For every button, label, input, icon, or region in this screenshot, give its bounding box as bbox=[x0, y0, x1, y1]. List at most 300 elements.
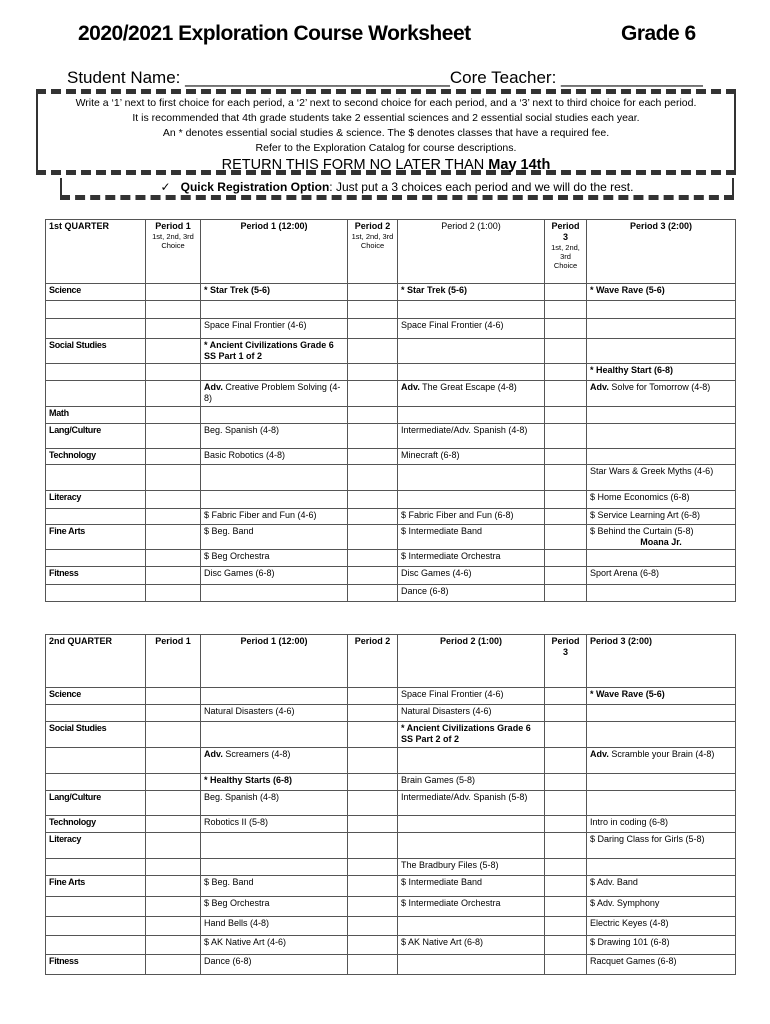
period-3-choice-box[interactable] bbox=[545, 407, 587, 424]
period-2-course bbox=[398, 301, 545, 319]
period-2-course bbox=[398, 816, 545, 833]
period-3-choice-box[interactable] bbox=[545, 491, 587, 509]
subject-label bbox=[46, 381, 146, 407]
period-1-choice-box[interactable] bbox=[146, 833, 201, 859]
period-1-course-text: Beg. Spanish (4-8) bbox=[204, 425, 280, 435]
period-1-course bbox=[201, 955, 348, 975]
table-row bbox=[46, 525, 736, 550]
q2-period-2-header: Period 2 (1:00) bbox=[398, 635, 545, 688]
period-1-choice-box[interactable] bbox=[146, 449, 201, 465]
period-2-course bbox=[398, 449, 545, 465]
period-2-course-text: Dance (6-8) bbox=[401, 586, 449, 596]
period-1-course bbox=[201, 917, 348, 936]
table-row bbox=[46, 491, 736, 509]
period-2-choice-box[interactable] bbox=[348, 449, 398, 465]
period-3-course bbox=[587, 465, 736, 491]
subject-label bbox=[46, 897, 146, 917]
period-1-choice-box[interactable] bbox=[146, 491, 201, 509]
moana-jr-label: Moana Jr. bbox=[640, 537, 682, 547]
subject-label-text: Technology bbox=[49, 450, 96, 460]
period-2-choice-box[interactable] bbox=[348, 791, 398, 816]
subject-label bbox=[46, 955, 146, 975]
period-1-course bbox=[201, 816, 348, 833]
period-1-course-text: Space Final Frontier (4-6) bbox=[204, 320, 307, 330]
period-1-course-text: $ Beg. Band bbox=[204, 877, 254, 887]
period-1-choice-box[interactable] bbox=[146, 722, 201, 748]
subject-label bbox=[46, 833, 146, 859]
period-3-course-text: $ Home Economics (6-8) bbox=[590, 492, 690, 502]
period-2-choice-box[interactable] bbox=[348, 876, 398, 897]
period-3-choice-box[interactable] bbox=[545, 319, 587, 339]
period-2-choice-box[interactable] bbox=[348, 705, 398, 722]
period-1-course-text: Beg. Spanish (4-8) bbox=[204, 792, 280, 802]
table-row bbox=[46, 509, 736, 525]
period-3-choice-box[interactable] bbox=[545, 876, 587, 897]
period-2-choice-box[interactable] bbox=[348, 917, 398, 936]
period-2-choice-box[interactable] bbox=[348, 509, 398, 525]
period-3-choice-box[interactable] bbox=[545, 525, 587, 550]
period-3-course-text: $ Drawing 101 (6-8) bbox=[590, 937, 670, 947]
period-1-choice-box[interactable] bbox=[146, 936, 201, 955]
period-2-choice-box[interactable] bbox=[348, 301, 398, 319]
period-2-course-text: $ Fabric Fiber and Fun (6-8) bbox=[401, 510, 514, 520]
instruction-line-1: Write a ‘1’ next to first choice for each period, a ‘2’ next to second choice for each period, and a ‘3’ next to third choice for each period. bbox=[75, 97, 697, 109]
period-3-choice-box[interactable] bbox=[545, 897, 587, 917]
quarter-2-label: 2nd QUARTER bbox=[46, 635, 146, 688]
period-2-choice-box[interactable] bbox=[348, 550, 398, 567]
period-3-course bbox=[587, 688, 736, 705]
table-row bbox=[46, 688, 736, 705]
quarter-1-table bbox=[45, 219, 736, 602]
period-1-course-text: Disc Games (6-8) bbox=[204, 568, 275, 578]
period-2-choice-box[interactable] bbox=[348, 424, 398, 449]
table-row bbox=[46, 833, 736, 859]
subject-label-text: Literacy bbox=[49, 834, 82, 844]
period-3-course-text: * Wave Rave (5-6) bbox=[590, 689, 665, 699]
period-3-choice-box[interactable] bbox=[545, 705, 587, 722]
period-1-course-text: Adv. Creative Problem Solving (4-8) bbox=[204, 382, 341, 403]
period-3-choice-box[interactable] bbox=[545, 722, 587, 748]
period-2-course bbox=[398, 955, 545, 975]
period-3-course-text: * Wave Rave (5-6) bbox=[590, 285, 665, 295]
period-2-course bbox=[398, 688, 545, 705]
table-row bbox=[46, 339, 736, 364]
period-2-course bbox=[398, 585, 545, 602]
period-1-choice-box[interactable] bbox=[146, 897, 201, 917]
period-1-course-text: * Healthy Starts (6-8) bbox=[204, 775, 293, 785]
period-1-choice-box[interactable] bbox=[146, 955, 201, 975]
period-2-choice-box[interactable] bbox=[348, 491, 398, 509]
period-3-course bbox=[587, 917, 736, 936]
period-2-choice-box[interactable] bbox=[348, 816, 398, 833]
quarter-2-table bbox=[45, 634, 736, 975]
subject-label bbox=[46, 748, 146, 774]
subject-label bbox=[46, 876, 146, 897]
period-1-course bbox=[201, 859, 348, 876]
subject-label bbox=[46, 936, 146, 955]
period-1-course bbox=[201, 284, 348, 301]
period-3-course-text: $ Behind the Curtain (5-8) bbox=[590, 526, 694, 536]
period-3-course bbox=[587, 722, 736, 748]
period-1-course-text: Natural Disasters (4-6) bbox=[204, 706, 295, 716]
period-1-choice-box[interactable] bbox=[146, 339, 201, 364]
period-2-course bbox=[398, 407, 545, 424]
period-1-choice-box[interactable] bbox=[146, 859, 201, 876]
period-1-course bbox=[201, 705, 348, 722]
period-1-course-text: Adv. Screamers (4-8) bbox=[204, 749, 291, 759]
period-1-choice-box[interactable] bbox=[146, 364, 201, 381]
subject-label bbox=[46, 465, 146, 491]
table-row bbox=[46, 936, 736, 955]
period-2-course bbox=[398, 525, 545, 550]
q1-period-2-header: Period 2 (1:00) bbox=[398, 220, 545, 284]
table-row bbox=[46, 955, 736, 975]
table-row bbox=[46, 722, 736, 748]
period-2-course bbox=[398, 917, 545, 936]
period-1-choice-box[interactable] bbox=[146, 748, 201, 774]
instruction-line-4: Refer to the Exploration Catalog for course descriptions. bbox=[255, 142, 517, 154]
period-1-course bbox=[201, 301, 348, 319]
period-3-choice-box[interactable] bbox=[545, 833, 587, 859]
period-1-course bbox=[201, 465, 348, 491]
period-1-course bbox=[201, 897, 348, 917]
subject-label bbox=[46, 688, 146, 705]
period-1-course-text: $ Beg. Band bbox=[204, 526, 254, 536]
period-1-course bbox=[201, 567, 348, 585]
period-2-choice-box[interactable] bbox=[348, 748, 398, 774]
period-1-course bbox=[201, 364, 348, 381]
period-2-course bbox=[398, 550, 545, 567]
period-1-course-text: * Star Trek (5-6) bbox=[204, 285, 271, 295]
period-3-choice-box[interactable] bbox=[545, 509, 587, 525]
period-1-choice-box[interactable] bbox=[146, 585, 201, 602]
period-2-course-text: * Ancient Civilizations Grade 6 SS Part 2 of 2 bbox=[401, 723, 531, 744]
table-row bbox=[46, 407, 736, 424]
period-1-course bbox=[201, 585, 348, 602]
period-3-choice-box[interactable] bbox=[545, 301, 587, 319]
period-2-course bbox=[398, 774, 545, 791]
table-row bbox=[46, 424, 736, 449]
period-2-choice-box[interactable] bbox=[348, 525, 398, 550]
period-1-course bbox=[201, 688, 348, 705]
period-3-choice-box[interactable] bbox=[545, 424, 587, 449]
subject-label bbox=[46, 509, 146, 525]
period-3-course bbox=[587, 364, 736, 381]
period-1-choice-box[interactable] bbox=[146, 301, 201, 319]
period-2-choice-box[interactable] bbox=[348, 339, 398, 364]
period-1-choice-box[interactable] bbox=[146, 525, 201, 550]
period-1-course bbox=[201, 833, 348, 859]
quick-registration-label: Quick Registration Option bbox=[180, 180, 330, 194]
period-2-course bbox=[398, 284, 545, 301]
subject-label bbox=[46, 774, 146, 791]
q2-period-3-header: Period 3 (2:00) bbox=[587, 635, 736, 688]
period-1-course bbox=[201, 381, 348, 407]
table-row bbox=[46, 567, 736, 585]
quick-registration bbox=[60, 178, 734, 200]
period-2-choice-box[interactable] bbox=[348, 774, 398, 791]
subject-label-text: Math bbox=[49, 408, 69, 418]
period-1-choice-box[interactable] bbox=[146, 917, 201, 936]
subject-label bbox=[46, 449, 146, 465]
period-1-course-text: Robotics II (5-8) bbox=[204, 817, 269, 827]
table-row bbox=[46, 774, 736, 791]
table-row bbox=[46, 550, 736, 567]
period-2-course-text: $ Intermediate Orchestra bbox=[401, 898, 501, 908]
period-3-course bbox=[587, 833, 736, 859]
period-3-course bbox=[587, 955, 736, 975]
period-3-course bbox=[587, 748, 736, 774]
period-2-choice-box[interactable] bbox=[348, 688, 398, 705]
period-2-course bbox=[398, 509, 545, 525]
period-2-course bbox=[398, 876, 545, 897]
period-3-choice-box[interactable] bbox=[545, 859, 587, 876]
quarter-1-label: 1st QUARTER bbox=[46, 220, 146, 284]
table-row bbox=[46, 381, 736, 407]
period-3-course-text: Adv. Scramble your Brain (4-8) bbox=[590, 749, 715, 759]
period-1-course-text: * Ancient Civilizations Grade 6 SS Part 1 of 2 bbox=[204, 340, 334, 361]
student-name-line[interactable]: Student Name: ____________________________Core Teacher: _______________ bbox=[67, 68, 703, 87]
period-3-course bbox=[587, 936, 736, 955]
period-3-choice-box[interactable] bbox=[545, 748, 587, 774]
period-1-course bbox=[201, 722, 348, 748]
period-3-course-text: Intro in coding (6-8) bbox=[590, 817, 669, 827]
period-3-choice-box[interactable] bbox=[545, 364, 587, 381]
subject-label bbox=[46, 491, 146, 509]
period-3-course bbox=[587, 525, 736, 550]
period-3-course bbox=[587, 550, 736, 567]
table-row bbox=[46, 284, 736, 301]
subject-label bbox=[46, 585, 146, 602]
period-1-choice-box[interactable] bbox=[146, 774, 201, 791]
period-2-course bbox=[398, 936, 545, 955]
period-3-choice-box[interactable] bbox=[545, 465, 587, 491]
period-3-course bbox=[587, 284, 736, 301]
subject-label-text: Literacy bbox=[49, 492, 82, 502]
period-3-course-text: Star Wars & Greek Myths (4-6) bbox=[590, 466, 714, 476]
period-3-course-text: * Healthy Start (6-8) bbox=[590, 365, 674, 375]
period-2-course-text: Adv. The Great Escape (4-8) bbox=[401, 382, 517, 392]
instruction-line-2: It is recommended that 4th grade students take 2 essential sciences and 2 essential social studies each year. bbox=[132, 112, 640, 124]
period-2-course bbox=[398, 465, 545, 491]
period-1-choice-box[interactable] bbox=[146, 381, 201, 407]
table-row bbox=[46, 791, 736, 816]
period-1-choice-box[interactable] bbox=[146, 319, 201, 339]
q2-period-2-choice-header: Period 2 bbox=[348, 635, 398, 688]
period-3-course bbox=[587, 791, 736, 816]
subject-label-text: Technology bbox=[49, 817, 96, 827]
period-1-course bbox=[201, 449, 348, 465]
period-2-course-text: $ AK Native Art (6-8) bbox=[401, 937, 484, 947]
subject-label-text: Fitness bbox=[49, 956, 79, 966]
return-date: May 14th bbox=[488, 157, 551, 173]
period-1-choice-box[interactable] bbox=[146, 567, 201, 585]
period-3-course bbox=[587, 859, 736, 876]
period-1-course-text: $ Beg Orchestra bbox=[204, 898, 270, 908]
period-3-course bbox=[587, 319, 736, 339]
period-3-course bbox=[587, 449, 736, 465]
period-2-course bbox=[398, 833, 545, 859]
period-2-choice-box[interactable] bbox=[348, 407, 398, 424]
period-1-choice-box[interactable] bbox=[146, 816, 201, 833]
table-row bbox=[46, 917, 736, 936]
period-1-course bbox=[201, 319, 348, 339]
period-2-course-text: $ Intermediate Orchestra bbox=[401, 551, 501, 561]
period-3-choice-box[interactable] bbox=[545, 917, 587, 936]
period-2-course bbox=[398, 897, 545, 917]
period-1-choice-box[interactable] bbox=[146, 424, 201, 449]
period-3-choice-box[interactable] bbox=[545, 816, 587, 833]
subject-label bbox=[46, 364, 146, 381]
period-2-course-text: Intermediate/Adv. Spanish (5-8) bbox=[401, 792, 528, 802]
subject-label-text: Fine Arts bbox=[49, 526, 85, 536]
period-2-choice-box[interactable] bbox=[348, 567, 398, 585]
period-2-course bbox=[398, 859, 545, 876]
period-2-choice-box[interactable] bbox=[348, 722, 398, 748]
instruction-line-3: An * denotes essential social studies & science. The $ denotes classes that have a required fee. bbox=[162, 127, 610, 139]
period-3-course bbox=[587, 816, 736, 833]
table-row bbox=[46, 897, 736, 917]
period-3-course bbox=[587, 339, 736, 364]
period-2-choice-box[interactable] bbox=[348, 585, 398, 602]
period-3-choice-box[interactable] bbox=[545, 936, 587, 955]
period-1-course bbox=[201, 774, 348, 791]
period-2-course-text: Disc Games (4-6) bbox=[401, 568, 472, 578]
q1-period-3-header: Period 3 (2:00) bbox=[587, 220, 736, 284]
subject-label-text: Social Studies bbox=[49, 340, 107, 350]
subject-label bbox=[46, 339, 146, 364]
period-3-choice-box[interactable] bbox=[545, 550, 587, 567]
period-3-course bbox=[587, 509, 736, 525]
period-1-choice-box[interactable] bbox=[146, 688, 201, 705]
period-1-course bbox=[201, 748, 348, 774]
period-2-course bbox=[398, 705, 545, 722]
period-1-choice-box[interactable] bbox=[146, 465, 201, 491]
period-2-course bbox=[398, 364, 545, 381]
period-2-course-text: Intermediate/Adv. Spanish (4-8) bbox=[401, 425, 528, 435]
subject-label bbox=[46, 791, 146, 816]
q1-period-1-header: Period 1 (12:00) bbox=[201, 220, 348, 284]
period-3-choice-box[interactable] bbox=[545, 284, 587, 301]
period-2-choice-box[interactable] bbox=[348, 284, 398, 301]
subject-label bbox=[46, 407, 146, 424]
period-3-choice-box[interactable] bbox=[545, 567, 587, 585]
period-2-course-text: Space Final Frontier (4-6) bbox=[401, 689, 504, 699]
subject-label-text: Social Studies bbox=[49, 723, 107, 733]
period-3-course-text: Adv. Solve for Tomorrow (4-8) bbox=[590, 382, 711, 392]
period-1-course-text: Basic Robotics (4-8) bbox=[204, 450, 286, 460]
period-2-choice-box[interactable] bbox=[348, 936, 398, 955]
period-3-choice-box[interactable] bbox=[545, 688, 587, 705]
period-2-course-text: Natural Disasters (4-6) bbox=[401, 706, 492, 716]
period-1-course-text: $ Fabric Fiber and Fun (4-6) bbox=[204, 510, 317, 520]
return-deadline bbox=[38, 156, 734, 174]
q1-period-1-choice-header: Period 1 1st, 2nd, 3rd Choice bbox=[146, 220, 201, 284]
period-2-choice-box[interactable] bbox=[348, 364, 398, 381]
period-3-course-text: $ Service Learning Art (6-8) bbox=[590, 510, 701, 520]
q2-period-3-choice-header: Period 3 bbox=[545, 635, 587, 688]
period-1-course-text: Hand Bells (4-8) bbox=[204, 918, 270, 928]
period-2-choice-box[interactable] bbox=[348, 955, 398, 975]
subject-label bbox=[46, 301, 146, 319]
table-row bbox=[46, 319, 736, 339]
period-2-course bbox=[398, 339, 545, 364]
period-2-choice-box[interactable] bbox=[348, 859, 398, 876]
period-3-course bbox=[587, 876, 736, 897]
period-2-choice-box[interactable] bbox=[348, 465, 398, 491]
period-1-choice-box[interactable] bbox=[146, 550, 201, 567]
grade-label: Grade 6 bbox=[621, 22, 696, 45]
worksheet-title: 2020/2021 Exploration Course Worksheet bbox=[78, 22, 471, 45]
period-1-choice-box[interactable] bbox=[146, 509, 201, 525]
period-3-course bbox=[587, 585, 736, 602]
period-3-course bbox=[587, 567, 736, 585]
subject-label bbox=[46, 550, 146, 567]
period-1-choice-box[interactable] bbox=[146, 407, 201, 424]
period-1-course bbox=[201, 491, 348, 509]
period-3-course bbox=[587, 897, 736, 917]
period-3-course bbox=[587, 301, 736, 319]
period-3-course bbox=[587, 774, 736, 791]
period-2-course bbox=[398, 748, 545, 774]
table-row bbox=[46, 876, 736, 897]
q1-period-2-choice-header: Period 2 1st, 2nd, 3rd Choice bbox=[348, 220, 398, 284]
subject-label-text: Lang/Culture bbox=[49, 792, 101, 802]
period-3-choice-box[interactable] bbox=[545, 585, 587, 602]
period-1-course bbox=[201, 407, 348, 424]
period-3-choice-box[interactable] bbox=[545, 791, 587, 816]
period-2-choice-box[interactable] bbox=[348, 897, 398, 917]
period-3-choice-box[interactable] bbox=[545, 381, 587, 407]
subject-label-text: Fine Arts bbox=[49, 877, 85, 887]
period-1-choice-box[interactable] bbox=[146, 284, 201, 301]
subject-label-text: Fitness bbox=[49, 568, 79, 578]
q1-period-3-choice-header: Period 3 1st, 2nd, 3rd Choice bbox=[545, 220, 587, 284]
period-3-course bbox=[587, 705, 736, 722]
period-3-choice-box[interactable] bbox=[545, 449, 587, 465]
period-3-course bbox=[587, 381, 736, 407]
period-2-course bbox=[398, 567, 545, 585]
period-2-course-text: $ Intermediate Band bbox=[401, 877, 483, 887]
period-3-course-text: Racquet Games (6-8) bbox=[590, 956, 677, 966]
table-row bbox=[46, 585, 736, 602]
period-3-choice-box[interactable] bbox=[545, 774, 587, 791]
period-3-course bbox=[587, 407, 736, 424]
period-2-choice-box[interactable] bbox=[348, 319, 398, 339]
q2-period-1-header: Period 1 (12:00) bbox=[201, 635, 348, 688]
subject-label-text: Science bbox=[49, 285, 81, 295]
period-2-course bbox=[398, 424, 545, 449]
q2-period-1-choice-header: Period 1 bbox=[146, 635, 201, 688]
subject-label bbox=[46, 859, 146, 876]
period-2-course bbox=[398, 722, 545, 748]
period-1-choice-box[interactable] bbox=[146, 791, 201, 816]
subject-label bbox=[46, 816, 146, 833]
period-3-course-text: Sport Arena (6-8) bbox=[590, 568, 660, 578]
period-1-choice-box[interactable] bbox=[146, 876, 201, 897]
checkmark-icon: ✓ bbox=[160, 180, 171, 194]
instructions-box bbox=[36, 89, 736, 175]
period-1-choice-box[interactable] bbox=[146, 705, 201, 722]
period-2-course-text: Minecraft (6-8) bbox=[401, 450, 460, 460]
period-2-choice-box[interactable] bbox=[348, 381, 398, 407]
subject-label-text: Lang/Culture bbox=[49, 425, 101, 435]
period-3-choice-box[interactable] bbox=[545, 955, 587, 975]
period-3-choice-box[interactable] bbox=[545, 339, 587, 364]
period-2-course bbox=[398, 491, 545, 509]
period-2-choice-box[interactable] bbox=[348, 833, 398, 859]
table-row bbox=[46, 449, 736, 465]
